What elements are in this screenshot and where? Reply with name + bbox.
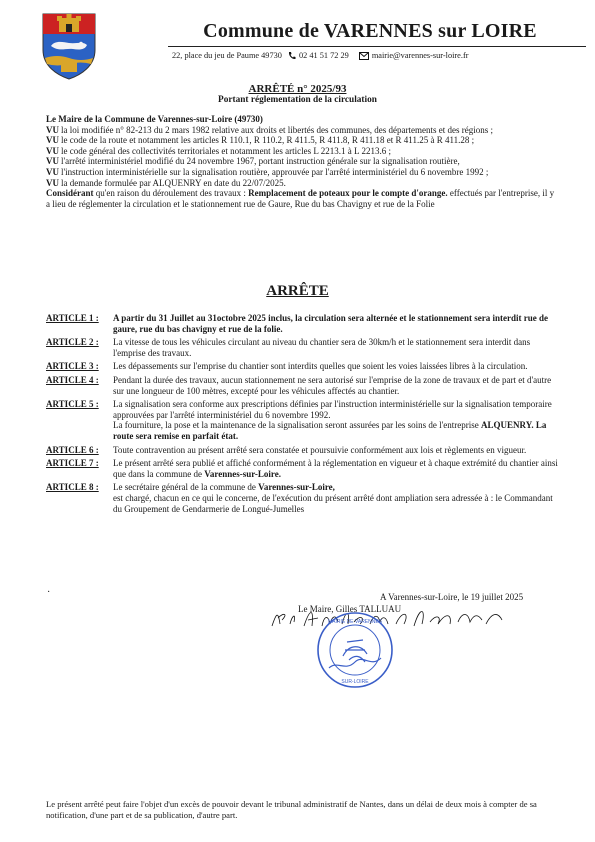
article-8: ARTICLE 8 : Le secrétaire général de la commune de Varennes-sur-Loire, est chargé, chacun en ce qui le concerne, de l'exécution du présent arrêté dont ampliation sera adressée à : le Commandant du Groupement de Gendarmerie de Longué-Jumelles bbox=[46, 482, 553, 514]
vu-line: VU le code général des collectivités territoriales et notamment les articles L 2213.1 à L 2213.6 ; bbox=[46, 145, 391, 156]
considering-paragraph: Considérant qu'en raison du déroulement des travaux : Remplacement de poteaux pour le compte d'orange. effectués par l'entreprise, il y a lieu de réglementer la circulation et le stationnement rue de Gaure, Rue du bas Chavigny et rue de la Folie bbox=[46, 188, 555, 209]
article-3: ARTICLE 3 : Les dépassements sur l'emprise du chantier sont interdits quelles que soient les voies laissées libres à la circulation. bbox=[46, 361, 528, 372]
email-text: mairie@varennes-sur-loire.fr bbox=[371, 51, 469, 60]
article-5: ARTICLE 5 : La signalisation sera conforme aux prescriptions définies par l'instruction interministérielle sur la signalisation temporaire approuvées par l'arrêté interministériel du 6 novembre 1992. La fourniture, la pose et la maintenance de la signalisation seront assurées par les soins de l'entreprise ALQUENRY. La route sera remise en parfait état. bbox=[46, 399, 552, 441]
article-4: ARTICLE 4 : Pendant la durée des travaux, aucun stationnement ne sera autorisé sur l'emprise de la zone de travaux et de part et d'autre sur une longueur de 100 mètres, excepté pour les véhicules affectés au chantier. bbox=[46, 374, 552, 396]
footer-notice: Le présent arrêté peut faire l'objet d'un excès de pouvoir devant le tribunal administratif de Nantes, dans un délai de deux mois à compter de sa notification, d'une part et de sa publication, d'autre part. bbox=[46, 799, 537, 820]
address-text: 22, place du jeu de Paume 49730 bbox=[172, 51, 282, 60]
header-contact bbox=[172, 51, 592, 60]
vu-line: VU la loi modifiée n° 82-213 du 2 mars 1982 relative aux droits et libertés des communes, des départements et des régions ; bbox=[46, 124, 493, 135]
phone-icon bbox=[288, 51, 296, 60]
article-1: ARTICLE 1 : A partir du 31 Juillet au 31octobre 2025 inclus, la circulation sera alternée et le stationnement sera interdit rue de gaure, rue du bas chavigny et rue de la folie. bbox=[46, 313, 548, 334]
svg-text:MAIRIE DE VARENNES: MAIRIE DE VARENNES bbox=[327, 619, 383, 625]
vu-line: VU l'arrêté interministériel modifié du 24 novembre 1967, portant instruction générale sur la signalisation routière, bbox=[46, 156, 460, 167]
commune-crest-logo bbox=[41, 12, 97, 80]
mail-icon bbox=[359, 52, 369, 60]
email-block bbox=[359, 51, 473, 60]
articles-list bbox=[46, 313, 560, 517]
official-stamp bbox=[315, 610, 395, 690]
article-2: ARTICLE 2 : La vitesse de tous les véhicules circulant au niveau du chantier sera de 30km/h et le stationnement sera interdit dans l'emprise des travaux. bbox=[46, 337, 531, 358]
vu-line: VU la demande formulée par ALQUENRY en date du 22/07/2025. bbox=[46, 177, 286, 188]
svg-text:SUR-LOIRE: SUR-LOIRE bbox=[341, 679, 369, 685]
vu-line: VU le code de la route et notamment les articles R 110.1, R 110.2, R 411.5, R 411.8, R 411.18 et R 411.25 à R 411.28 ; bbox=[46, 135, 475, 146]
phone-text: 02 41 51 72 29 bbox=[298, 51, 349, 60]
arrete-heading: ARRÊTE bbox=[266, 283, 329, 299]
preamble bbox=[46, 114, 556, 209]
article-7: ARTICLE 7 : Le présent arrêté sera publié et affiché conformément à la réglementation en vigueur et à chaque extrémité du chantier ainsi que dans la commune de Varennes-sur-Loire. bbox=[46, 458, 558, 479]
mayor-line: Le Maire de la Commune de Varennes-sur-Loire (49730) bbox=[46, 114, 263, 124]
phone-block bbox=[288, 51, 355, 60]
signature-name: Le Maire, Gilles TALLUAU bbox=[298, 604, 402, 614]
signature-date: A Varennes-sur-Loire, le 19 juillet 2025 bbox=[380, 592, 524, 602]
vu-line: VU l'instruction interministérielle sur la signalisation routière, approuvée par l'arrêté interministériel du 6 novembre 1992 ; bbox=[46, 166, 489, 177]
header-divider bbox=[168, 46, 586, 47]
article-6: ARTICLE 6 : Toute contravention au présent arrêté sera constatée et poursuivie conformément aux lois et règlements en vigueur. bbox=[46, 444, 527, 455]
bullet-mark: · bbox=[47, 587, 51, 598]
arrete-number: ARRÊTÉ n° 2025/93 bbox=[248, 83, 347, 95]
commune-title: Commune de VARENNES sur LOIRE bbox=[203, 20, 537, 42]
arrete-subtitle: Portant réglementation de la circulation bbox=[218, 95, 377, 105]
